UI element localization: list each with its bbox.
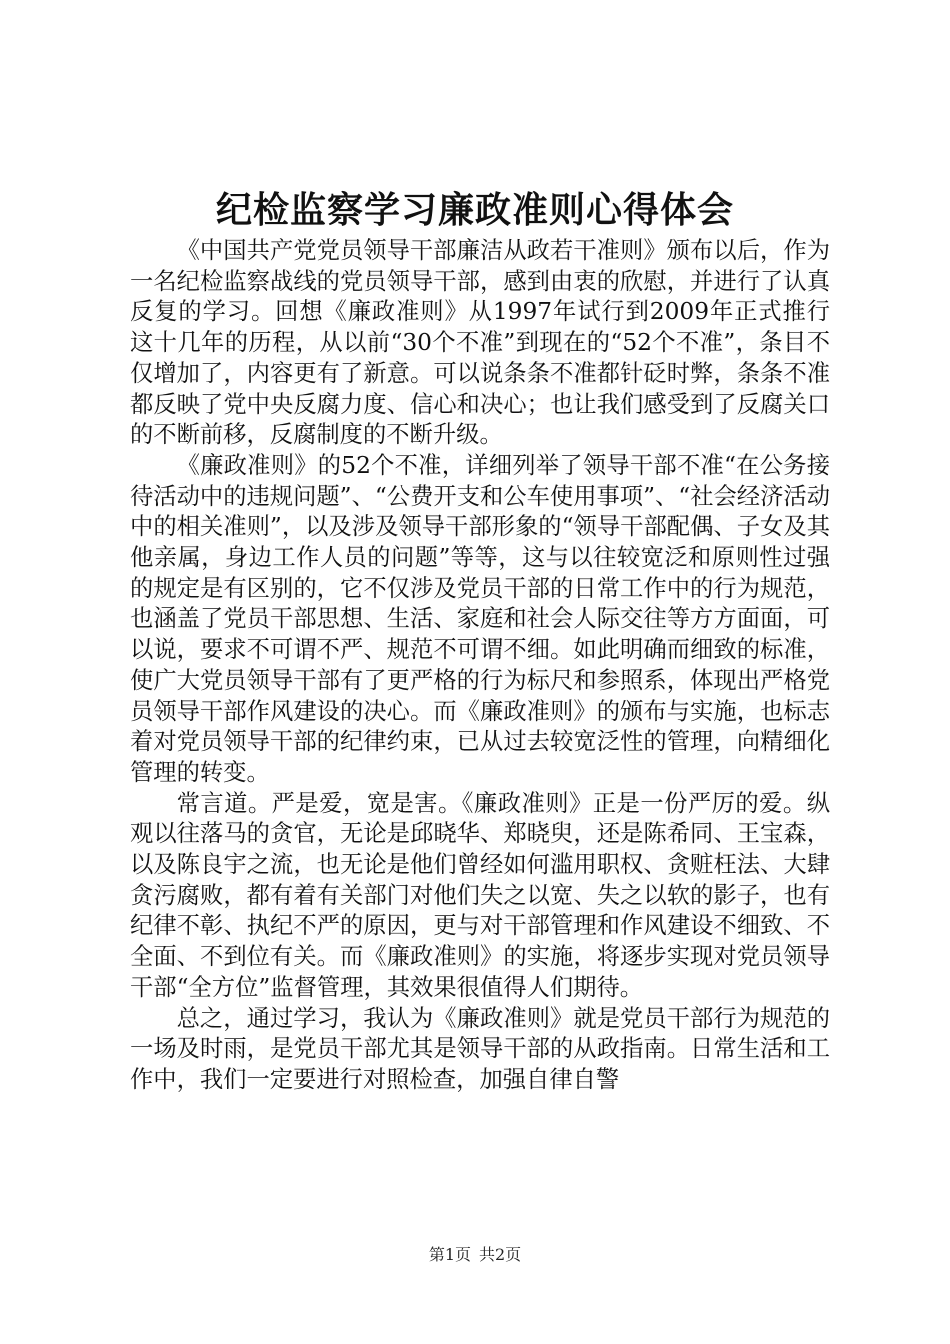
document-body: [130, 236, 830, 1096]
paragraph-1: 《中国共产党党员领导干部廉洁从政若干准则》颁布以后，作为一名纪检监察战线的党员领导干部，感到由衷的欣慰，并进行了认真反复的学习。回想《廉政准则》从1997年试行到2009年正式推行这十几年的历程，从以前“30个不准”到现在的“52个不准”，条目不仅增加了，内容更有了新意。可以说条条不准都针砭时弊，条条不准都反映了党中央反腐力度、信心和决心；也让我们感受到了反腐关口的不断前移，反腐制度的不断升级。: [130, 237, 830, 449]
document-title: 纪检监察学习廉政准则心得体会: [215, 189, 734, 231]
page-total: 共2页: [479, 1245, 522, 1264]
paragraph-4: 总之，通过学习，我认为《廉政准则》就是党员干部行为规范的一场及时雨，是党员干部尤其是领导干部的从政指南。日常生活和工作中，我们一定要进行对照检查，加强自律自警: [130, 1004, 830, 1093]
page-footer: [0, 1244, 950, 1266]
paragraph-3: 常言道。严是爱，宽是害。《廉政准则》正是一份严厉的爱。纵观以往落马的贪官，无论是邱晓华、郑晓臾，还是陈希同、王宝森，以及陈良宇之流，也无论是他们曾经如何滥用职权、贪赃枉法、大肆贪污腐败，都有着有关部门对他们失之以宽、失之以软的影子，也有纪律不彰、执纪不严的原因，更与对干部管理和作风建设不细致、不全面、不到位有关。而《廉政准则》的实施，将逐步实现对党员领导干部“全方位”监督管理，其效果很值得人们期待。: [130, 789, 830, 1001]
paragraph-2: 《廉政准则》的52个不准，详细列举了领导干部不准“在公务接待活动中的违规问题”、“公费开支和公车使用事项”、“社会经济活动中的相关准则”，以及涉及领导干部形象的“领导干部配偶、子女及其他亲属，身边工作人员的问题”等等，这与以往较宽泛和原则性过强的规定是有区别的，它不仅涉及党员干部的日常工作中的行为规范，也涵盖了党员干部思想、生活、家庭和社会人际交往等方方面面，可以说，要求不可谓不严、规范不可谓不细。如此明确而细致的标准，使广大党员领导干部有了更严格的行为标尺和参照系，体现出严格党员领导干部作风建设的决心。而《廉政准则》的颁布与实施，也标志着对党员领导干部的纪律约束，已从过去较宽泛性的管理，向精细化管理的转变。: [130, 451, 830, 786]
page-number: 第1页: [428, 1245, 471, 1264]
